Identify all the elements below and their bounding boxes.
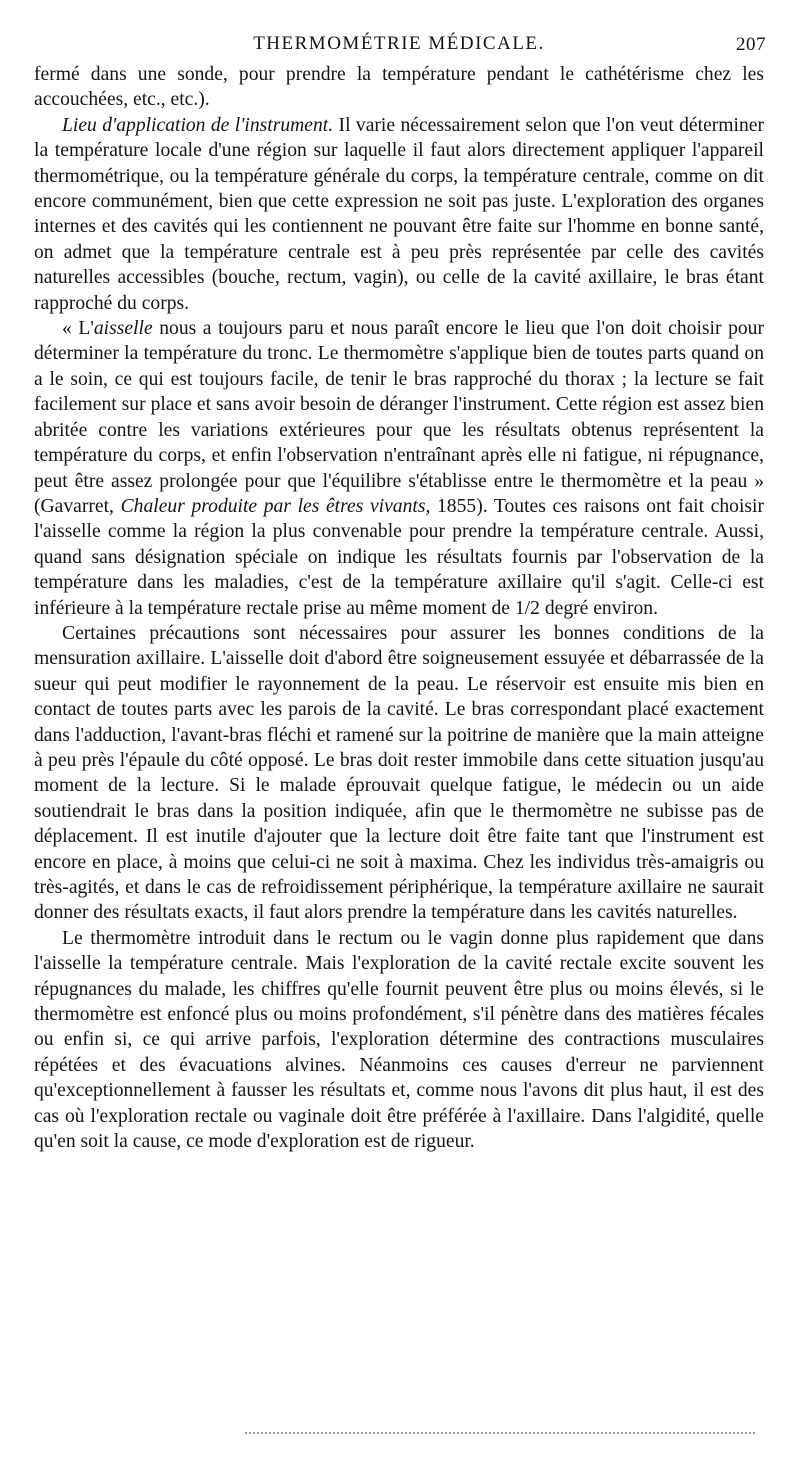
paragraph-5-text: Le thermomètre introduit dans le rectum ou le vagin donne plus rapidement que dans l'aisselle la température centrale. Mais l'exploration de la cavité rectale excite souvent les répugnances du malade, les chiffres qu'elle fournit peuvent être plus ou moins élevés, si le thermomètre est enfoncé plus ou moins profondément, s'il pénètre dans des matières fécales ou enfin si, ce qui arrive parfois, l'exploration détermine des contractions musculaires répétées et des évacuations alvines. Néanmoins ces causes d'erreur ne parviennent qu'exceptionnellement à fausser les résultats et, comme nous l'avons dit plus haut, il est des cas où l'exploration rectale ou vaginale doit être préférée à l'axillaire. Dans l'algidité, quelle qu'en soit la cause, ce mode d'exploration est de rigueur. <box>34 927 764 1153</box>
footer-rule-mark <box>245 1432 755 1434</box>
running-header <box>34 30 764 62</box>
paragraph-4 <box>34 621 764 926</box>
paragraph-2-section-heading: Lieu d'application de l'instrument. <box>62 114 334 136</box>
paragraph-2 <box>34 113 764 316</box>
paragraph-3-text-a: nous a toujours paru et nous paraît encore le lieu que l'on doit choisir pour déterminer la température du tronc. Le thermomètre s'applique bien de toutes parts quand on a le soin, ce qui est toujours facile, de tenir le bras rapproché du thorax ; la lecture se fait facilement sur place et sans avoir besoin de déranger l'instrument. Cette région est assez bien abritée contre les variations extérieures pour que les résultats obtenus représentent la température du corps, et enfin l'observation n'entraînant après elle ni fatigue, ni répugnance, peut être assez prolongée pour que l'équilibre s'établisse entre le thermomètre et la peau » (Gavarret, <box>34 318 764 517</box>
paragraph-1 <box>34 62 764 113</box>
paragraph-5 <box>34 926 764 1155</box>
paragraph-4-text: Certaines précautions sont nécessaires pour assurer les bonnes conditions de la mensuration axillaire. L'aisselle doit d'abord être soigneusement essuyée et débarrassée de la sueur qui peut modifier le rayonnement de la peau. Le réservoir est ensuite mis bien en contact de toutes parts avec les parois de la cavité. Le bras correspondant placé exactement dans l'adduction, l'avant-bras fléchi et ramené sur la poitrine de manière que la main atteigne à peu près l'épaule du côté opposé. Le bras doit rester immobile dans cette situation jusqu'au moment de la lecture. Si le malade éprouvait quelque fatigue, le médecin ou un aide soutiendrait le bras dans la position indiquée, afin que le thermomètre ne subisse pas de déplacement. Il est inutile d'ajouter que la lecture doit être faite tant que l'instrument est encore en place, à moins que celui-ci ne soit à maxima. Chez les individus très-amaigris ou très-agités, et dans le cas de refroidissement périphérique, la température axillaire ne saurait donner des résultats exacts, il faut alors prendre la température dans les cavités naturelles. <box>34 622 764 924</box>
page-number: 207 <box>736 34 766 55</box>
paragraph-1-text: fermé dans une sonde, pour prendre la température pendant le cathétérisme chez les accouchées, etc., etc.). <box>34 64 764 111</box>
paragraph-2-text: Il varie nécessairement selon que l'on veut déterminer la température locale d'une région sur laquelle il faut alors directement appliquer l'appareil thermométrique, ou la température générale du corps, la température centrale, comme on dit encore communément, bien que cette expression ne soit pas juste. L'exploration des organes internes et des cavités qui les contiennent ne pouvant être faite sur l'homme en bonne santé, on admet que la température centrale est à peu près représentée par celle des cavités naturelles accessibles (bouche, rectum, vagin), ou celle de la cavité axillaire, le bras étant rapproché du corps. <box>34 114 764 314</box>
paragraph-3-open-quote: « L' <box>62 318 94 340</box>
running-title: THERMOMÉTRIE MÉDICALE. <box>253 33 545 54</box>
paragraph-3-citation-title: Chaleur produite par les êtres vivants, <box>120 495 431 517</box>
paragraph-3-term-aisselle: aisselle <box>93 318 153 340</box>
body-text <box>34 62 764 1154</box>
book-page <box>34 30 764 1154</box>
paragraph-3-text-b: 1855). Toutes ces raisons ont fait choisir l'aisselle comme la région la plus convenable pour prendre la température centrale. Aussi, quand sans désignation spéciale on indique les résultats fournis par l'observation de la température dans les maladies, c'est de la température axillaire qu'il s'agit. Celle-ci est inférieure à la température rectale prise au même moment de 1/2 degré environ. <box>34 495 764 619</box>
paragraph-3 <box>34 316 764 621</box>
